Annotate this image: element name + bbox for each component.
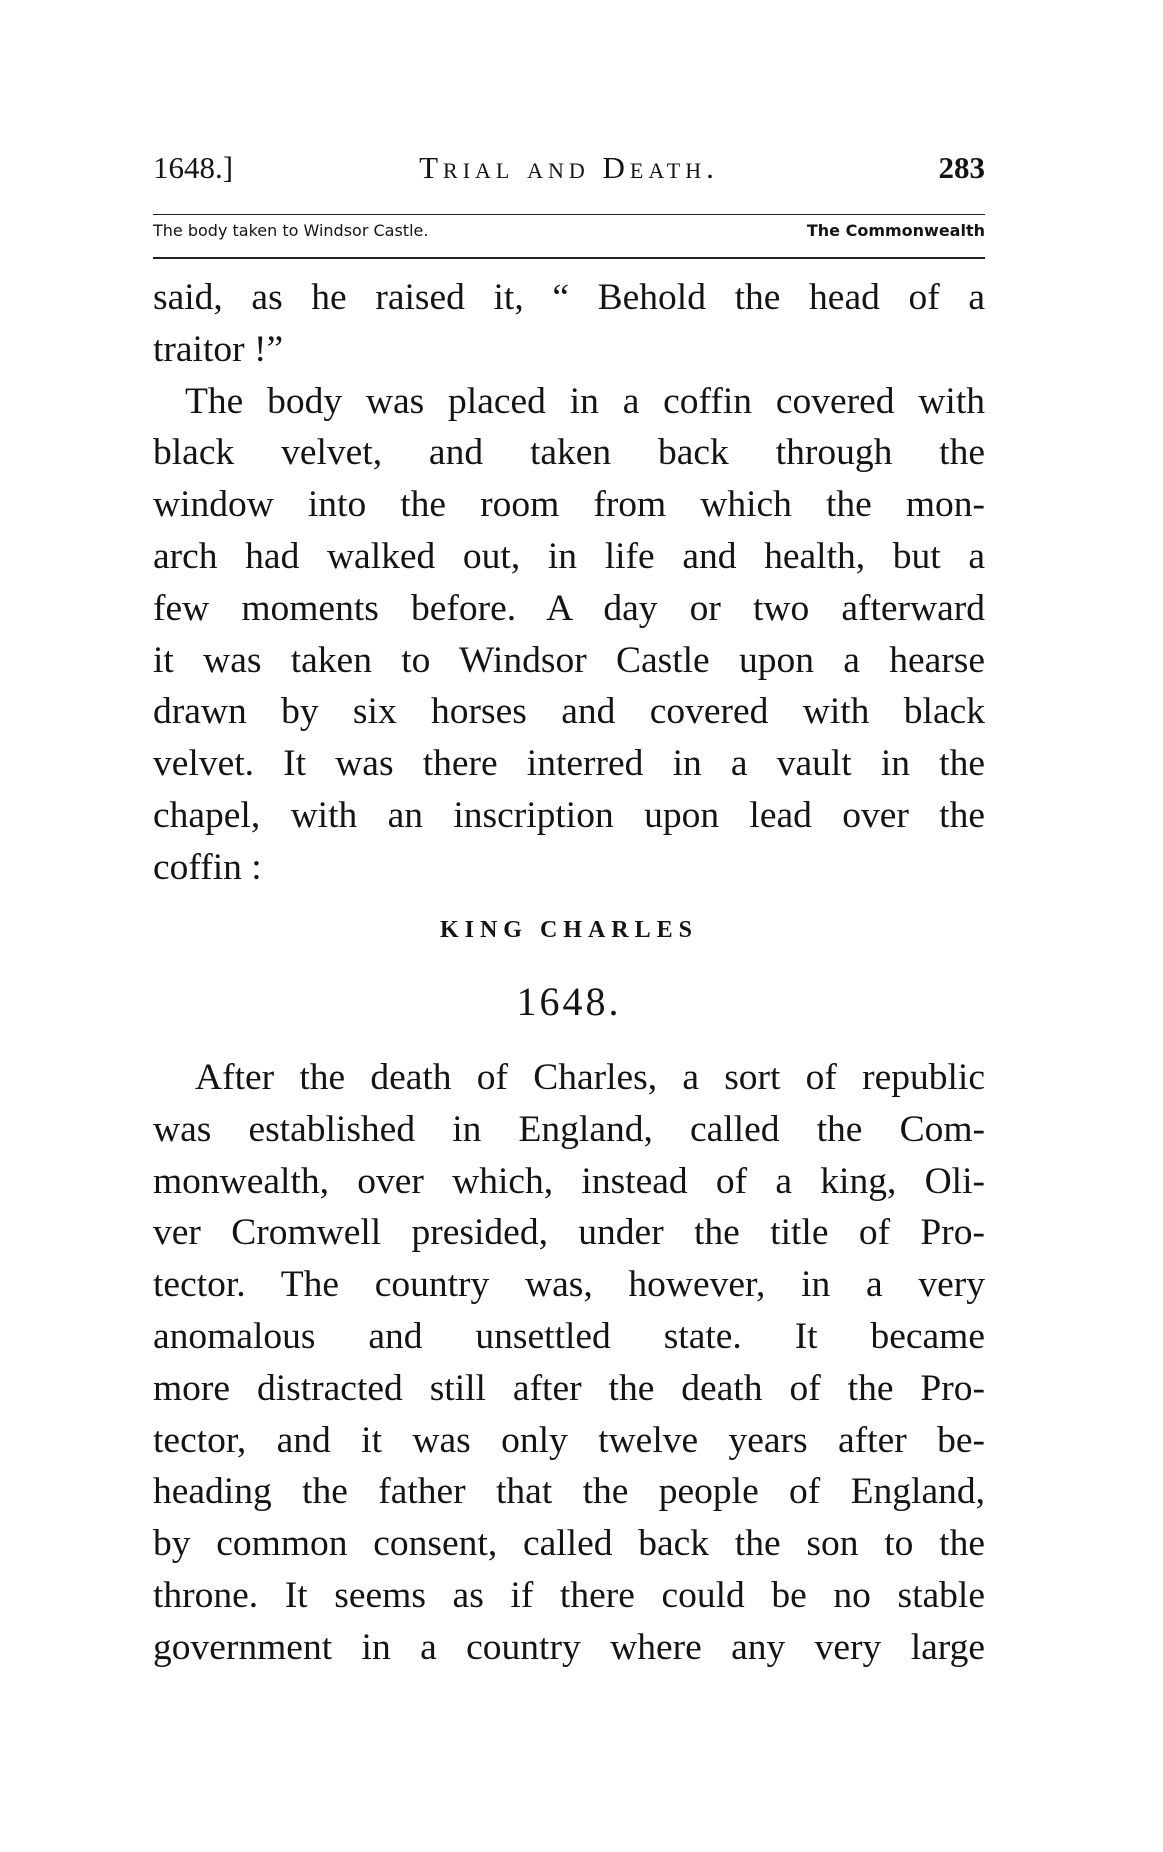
- text-block-lower: [153, 1052, 985, 1674]
- subheader-rule: [153, 257, 985, 259]
- text-line: window into the room from which the mon-: [153, 484, 985, 526]
- inscription-year: 1648.: [516, 979, 622, 1024]
- header-rule: [153, 214, 985, 215]
- text-line: drawn by six horses and covered with black: [153, 691, 985, 733]
- text-line: coffin :: [153, 846, 262, 888]
- text-line: monwealth, over which, instead of a king, Oli-: [153, 1160, 985, 1202]
- text-line: more distracted still after the death of the Pro-: [153, 1367, 985, 1409]
- text-line: said, as he raised it, “ Behold the head of a: [153, 277, 985, 318]
- text-line: ver Cromwell presided, under the title of Pro-: [153, 1212, 985, 1254]
- running-header: [153, 150, 985, 194]
- text-line: arch had walked out, in life and health, but a: [153, 535, 985, 577]
- text-line: throne. It seems as if there could be no stable: [153, 1574, 985, 1616]
- text-line: by common consent, called back the son to the: [153, 1523, 985, 1565]
- text-line: it was taken to Windsor Castle upon a hearse: [153, 639, 985, 681]
- text-line: heading the father that the people of England,: [153, 1471, 985, 1513]
- text-line: anomalous and unsettled state. It became: [153, 1315, 985, 1357]
- text-line: velvet. It was there interred in a vault in the: [153, 743, 985, 785]
- text-line: government in a country where any very large: [153, 1626, 985, 1668]
- text-line: After the death of Charles, a sort of republic: [195, 1057, 985, 1098]
- text-line: was established in England, called the Com-: [153, 1108, 985, 1150]
- subheader-left: The body taken to Windsor Castle.: [153, 221, 429, 240]
- header-title: Trial and Death.: [419, 150, 719, 185]
- text-line: few moments before. A day or two afterward: [153, 587, 985, 629]
- header-date: 1648.]: [153, 150, 234, 185]
- text-block-upper: [153, 272, 985, 894]
- text-line: The body was placed in a coffin covered with: [185, 380, 985, 422]
- text-line: black velvet, and taken back through the: [153, 432, 985, 474]
- inscription-name: KING CHARLES: [439, 917, 699, 943]
- text-line: chapel, with an inscription upon lead over the: [153, 794, 985, 836]
- text-line: tector. The country was, however, in a very: [153, 1264, 985, 1306]
- page-number: 283: [938, 150, 985, 185]
- text-line: tector, and it was only twelve years after be-: [153, 1419, 985, 1461]
- subheader-right: The Commonwealth: [806, 221, 985, 240]
- text-line: traitor !”: [153, 328, 284, 370]
